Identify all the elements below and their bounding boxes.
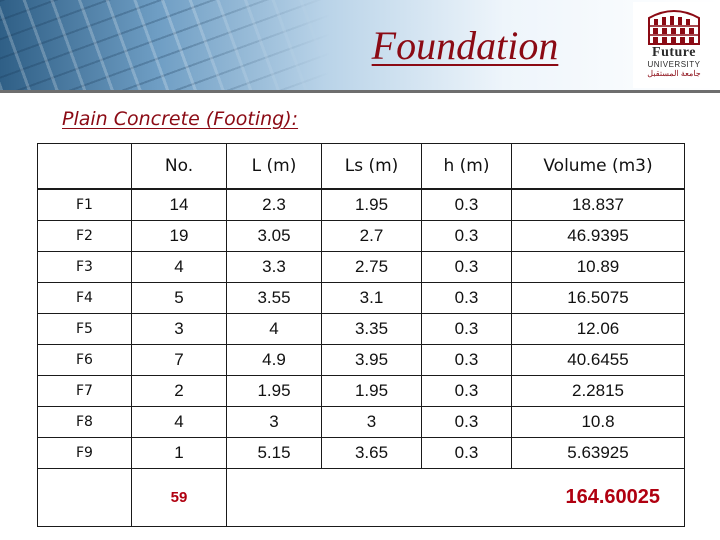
totals-empty-cell [38,469,132,527]
logo-wordmark: Future [652,45,696,60]
table-row [38,376,685,407]
logo-subtitle: UNIVERSITY [647,60,701,69]
section-heading: Plain Concrete (Footing): [62,108,299,130]
column-header-ls: Ls (m) [322,144,422,190]
cell-ls: 1.95 [322,376,422,407]
column-header-h: h (m) [422,144,512,190]
cell-l: 3 [227,407,322,438]
row-label: F8 [38,407,132,438]
row-label: F4 [38,283,132,314]
footing-table [37,143,685,527]
cell-h: 0.3 [422,221,512,252]
cell-l: 1.95 [227,376,322,407]
cell-volume: 2.2815 [512,376,685,407]
row-label: F5 [38,314,132,345]
row-label: F6 [38,345,132,376]
cell-h: 0.3 [422,283,512,314]
table-row [38,407,685,438]
table-row [38,314,685,345]
row-label: F2 [38,221,132,252]
cell-ls: 3.95 [322,345,422,376]
table-row [38,283,685,314]
cell-volume: 18.837 [512,189,685,221]
cell-no: 2 [132,376,227,407]
cell-no: 1 [132,438,227,469]
column-header-l: L (m) [227,144,322,190]
logo-arabic-text: جامعة المستقبل [647,69,701,78]
row-label: F1 [38,189,132,221]
cell-volume: 16.5075 [512,283,685,314]
cell-l: 2.3 [227,189,322,221]
cell-volume: 10.89 [512,252,685,283]
university-logo [633,2,715,88]
cell-no: 4 [132,407,227,438]
cell-no: 14 [132,189,227,221]
cell-no: 19 [132,221,227,252]
cell-no: 3 [132,314,227,345]
totals-row [38,469,685,527]
cell-ls: 2.75 [322,252,422,283]
table-row [38,189,685,221]
cell-h: 0.3 [422,376,512,407]
cell-h: 0.3 [422,252,512,283]
cell-ls: 3.65 [322,438,422,469]
column-header-no: No. [132,144,227,190]
cell-volume: 10.8 [512,407,685,438]
building-photo [0,0,330,90]
cell-no: 4 [132,252,227,283]
cell-volume: 12.06 [512,314,685,345]
cell-l: 3.55 [227,283,322,314]
colosseum-icon [645,4,703,46]
cell-ls: 3 [322,407,422,438]
cell-volume: 46.9395 [512,221,685,252]
cell-h: 0.3 [422,345,512,376]
slide-title: Foundation [371,23,559,68]
cell-l: 3.05 [227,221,322,252]
cell-ls: 1.95 [322,189,422,221]
cell-ls: 2.7 [322,221,422,252]
row-label: F9 [38,438,132,469]
cell-ls: 3.1 [322,283,422,314]
cell-h: 0.3 [422,189,512,221]
table-row [38,345,685,376]
cell-h: 0.3 [422,314,512,345]
table-row [38,252,685,283]
cell-volume: 5.63925 [512,438,685,469]
cell-no: 7 [132,345,227,376]
table-row [38,438,685,469]
cell-h: 0.3 [422,438,512,469]
total-volume: 164.60025 [227,469,685,527]
cell-h: 0.3 [422,407,512,438]
header-divider [0,90,720,93]
total-count: 59 [132,469,227,527]
cell-l: 5.15 [227,438,322,469]
cell-volume: 40.6455 [512,345,685,376]
row-label: F3 [38,252,132,283]
cell-l: 3.3 [227,252,322,283]
row-label: F7 [38,376,132,407]
cell-no: 5 [132,283,227,314]
cell-l: 4.9 [227,345,322,376]
column-header-volume: Volume (m3) [512,144,685,190]
cell-l: 4 [227,314,322,345]
table-row [38,221,685,252]
table-header-row [38,144,685,190]
cell-ls: 3.35 [322,314,422,345]
column-header-label [38,144,132,190]
